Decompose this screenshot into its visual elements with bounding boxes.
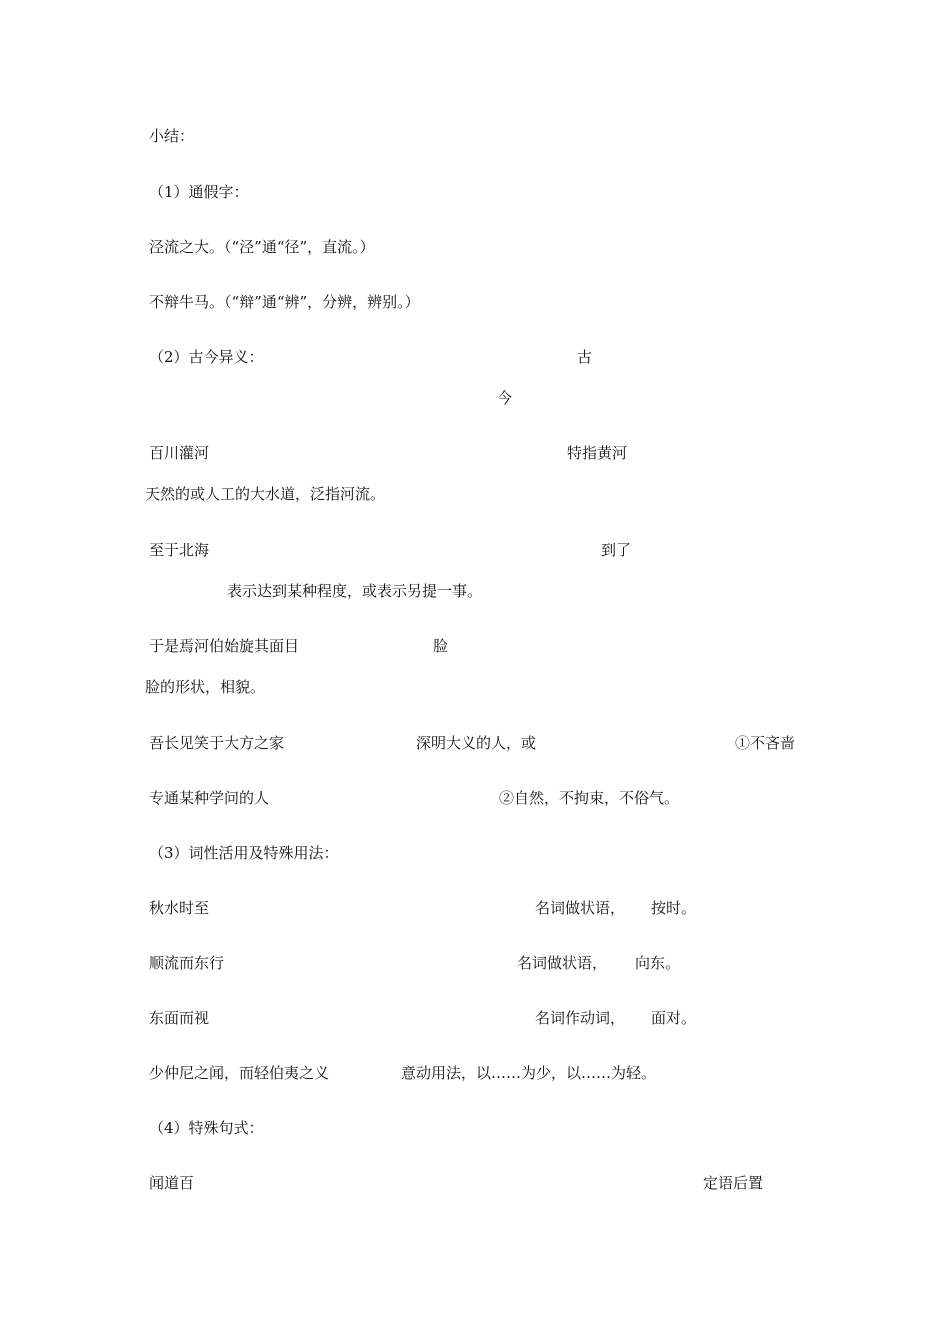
gujin-modern-2: 表示达到某种程度，或表示另提一事。 (227, 582, 483, 600)
gujin-phrase-2: 至于北海 (149, 541, 210, 559)
gujin-ancient-4a: 深明大义的人，或 (416, 734, 537, 752)
tongjia-item-1: 泾流之大。（“泾”通“径”，直流。） (149, 238, 375, 256)
cixing-meaning-2: 向东。 (635, 954, 681, 972)
gujin-modern-3: 脸的形状，相貌。 (145, 678, 266, 696)
gujin-phrase-1: 百川灌河 (149, 444, 210, 462)
cixing-usage-4: 意动用法，以……为少，以……为轻。 (401, 1064, 657, 1082)
gujin-ancient-1: 特指黄河 (567, 444, 628, 462)
cixing-usage-1: 名词做状语， (535, 899, 626, 917)
summary-title: 小结： (149, 127, 195, 145)
gujin-phrase-3: 于是焉河伯始旋其面目 (149, 637, 300, 655)
gujin-modern-4b: ②自然，不拘束，不俗气。 (499, 789, 680, 807)
cixing-phrase-1: 秋水时至 (149, 899, 210, 917)
cixing-meaning-3: 面对。 (651, 1009, 697, 1027)
section-3-heading: （3）词性活用及特殊用法： (149, 844, 339, 862)
juzi-phrase-1: 闻道百 (149, 1174, 195, 1192)
cixing-meaning-1: 按时。 (651, 899, 697, 917)
cixing-phrase-4: 少仲尼之闻，而轻伯夷之义 (149, 1064, 330, 1082)
gujin-modern-4a: ①不吝啬 (735, 734, 796, 752)
section-4-heading: （4）特殊句式： (149, 1119, 264, 1137)
juzi-type-1: 定语后置 (703, 1174, 764, 1192)
tongjia-item-2: 不辩牛马。（“辩”通“辨”，分辨，辨别。） (149, 293, 420, 311)
cixing-usage-2: 名词做状语， (517, 954, 608, 972)
section-1-heading: （1）通假字： (149, 183, 249, 201)
cixing-phrase-2: 顺流而东行 (149, 954, 225, 972)
section-2-heading: （2）古今异义： (149, 348, 264, 366)
cixing-phrase-3: 东面而视 (149, 1009, 210, 1027)
column-modern-label: 今 (497, 389, 513, 407)
gujin-ancient-3: 脸 (433, 637, 449, 655)
cixing-usage-3: 名词作动词， (535, 1009, 626, 1027)
gujin-ancient-2: 到了 (601, 541, 632, 559)
gujin-modern-1: 天然的或人工的大水道，泛指河流。 (145, 485, 386, 503)
column-ancient-label: 古 (577, 348, 593, 366)
gujin-ancient-4b: 专通某种学问的人 (149, 789, 270, 807)
gujin-phrase-4: 吾长见笑于大方之家 (149, 734, 285, 752)
